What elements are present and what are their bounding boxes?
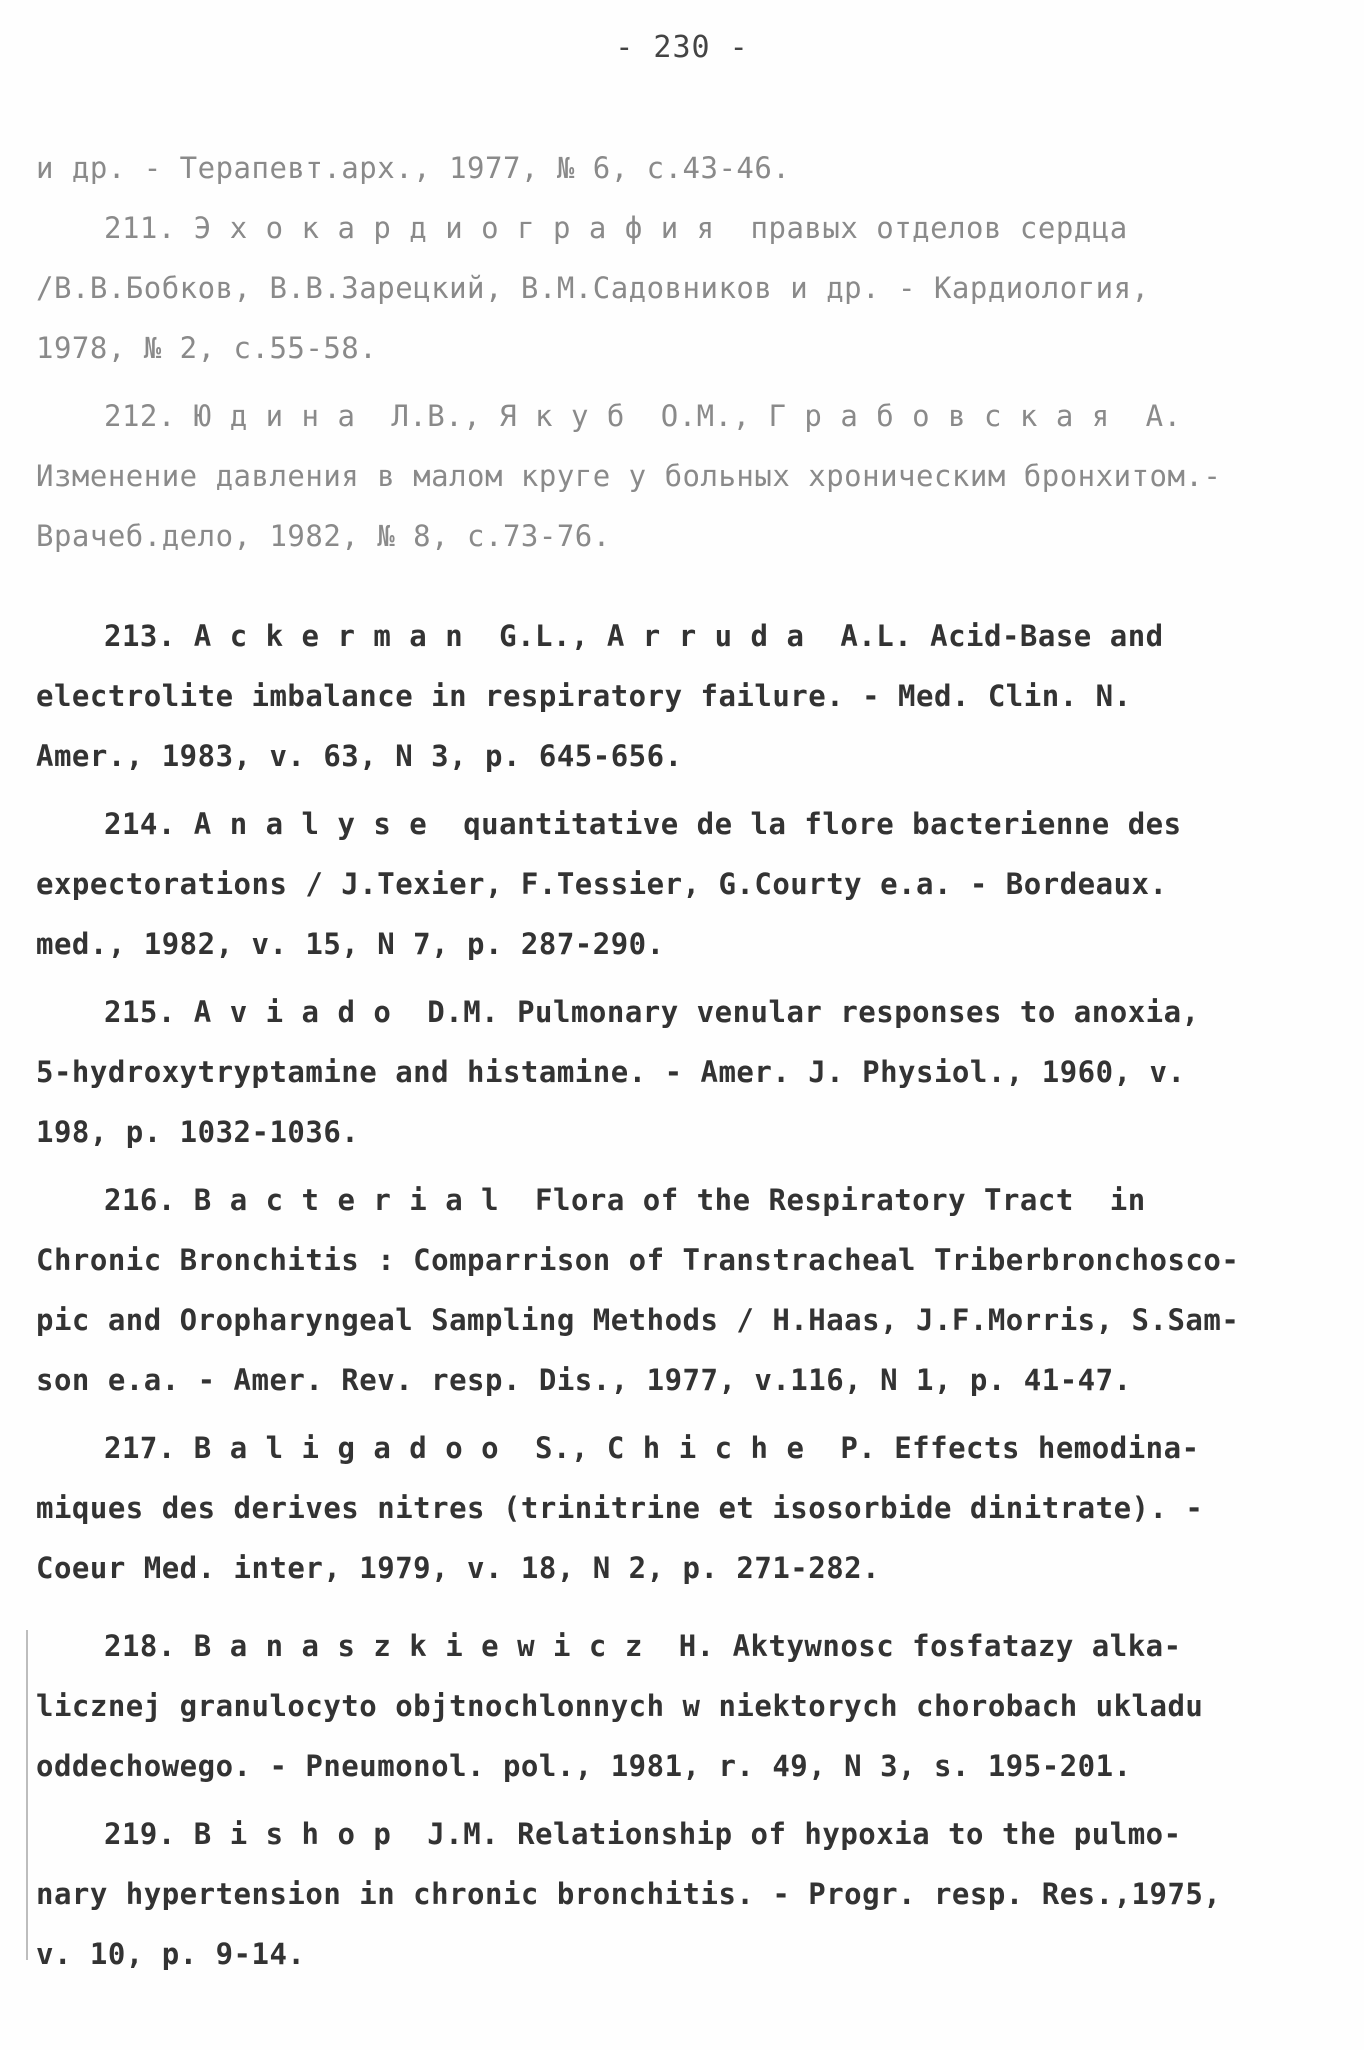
reference-line: 217. B a l i g a d o o S., C h i c h e P. Effects hemodina- (104, 1431, 1200, 1465)
reference-line: 218. B a n a s z k i e w i c z H. Aktywnosc fosfatazy alka- (104, 1629, 1182, 1663)
reference-line: v. 10, p. 9-14. (36, 1937, 306, 1971)
reference-line: 211. Э х о к а р д и о г р а ф и я правых отделов сердца (104, 211, 1128, 245)
reference-line: nary hypertension in chronic bronchitis. - Progr. resp. Res.,1975, (36, 1877, 1222, 1911)
reference-line: miques des derives nitres (trinitrine et isosorbide dinitrate). - (36, 1491, 1204, 1525)
reference-line: Coeur Med. inter, 1979, v. 18, N 2, p. 271-282. (36, 1551, 881, 1585)
reference-line: 215. A v i a d o D.M. Pulmonary venular responses to anoxia, (104, 995, 1200, 1029)
reference-line: 219. B i s h o p J.M. Relationship of hypoxia to the pulmo- (104, 1817, 1182, 1851)
reference-line: 212. Ю д и н а Л.В., Я к у б О.М., Г р а б о в с к а я А. (104, 399, 1182, 433)
reference-line: 198, p. 1032-1036. (36, 1115, 360, 1149)
reference-line: licznej granulocyto objtnochlonnych w niektorych chorobach ukladu (36, 1689, 1204, 1723)
reference-line: med., 1982, v. 15, N 7, p. 287-290. (36, 927, 665, 961)
reference-line: /В.В.Бобков, В.В.Зарецкий, В.М.Садовников и др. - Кардиология, (36, 271, 1150, 305)
reference-line: expectorations / J.Texier, F.Tessier, G.Courty e.a. - Bordeaux. (36, 867, 1168, 901)
reference-line: и др. - Терапевт.арх., 1977, № 6, с.43-46. (36, 151, 791, 185)
reference-line: 213. A c k e r m a n G.L., A r r u d a A.L. Acid-Base and (104, 619, 1164, 653)
reference-line: son e.a. - Amer. Rev. resp. Dis., 1977, v.116, N 1, p. 41-47. (36, 1363, 1132, 1397)
reference-line: 5-hydroxytryptamine and histamine. - Amer. J. Physiol., 1960, v. (36, 1055, 1186, 1089)
reference-line: pic and Oropharyngeal Sampling Methods / H.Haas, J.F.Morris, S.Sam- (36, 1303, 1240, 1337)
reference-line: 1978, № 2, с.55-58. (36, 331, 378, 365)
reference-line: Изменение давления в малом круге у больных хроническим бронхитом.- (36, 459, 1222, 493)
reference-line: electrolite imbalance in respiratory failure. - Med. Clin. N. (36, 679, 1132, 713)
reference-line: 214. A n a l y s e quantitative de la flore bacterienne des (104, 807, 1182, 841)
reference-line: Chronic Bronchitis : Comparrison of Transtracheal Triberbronchosco- (36, 1243, 1240, 1277)
reference-line: oddechowego. - Pneumonol. pol., 1981, r. 49, N 3, s. 195-201. (36, 1749, 1132, 1783)
reference-line: 216. B a c t e r i a l Flora of the Respiratory Tract in (104, 1183, 1146, 1217)
reference-line: Врачеб.дело, 1982, № 8, с.73-76. (36, 519, 611, 553)
page-number: - 230 - (615, 30, 749, 65)
margin-rule (26, 1630, 28, 1960)
reference-line: Amer., 1983, v. 63, N 3, p. 645-656. (36, 739, 683, 773)
